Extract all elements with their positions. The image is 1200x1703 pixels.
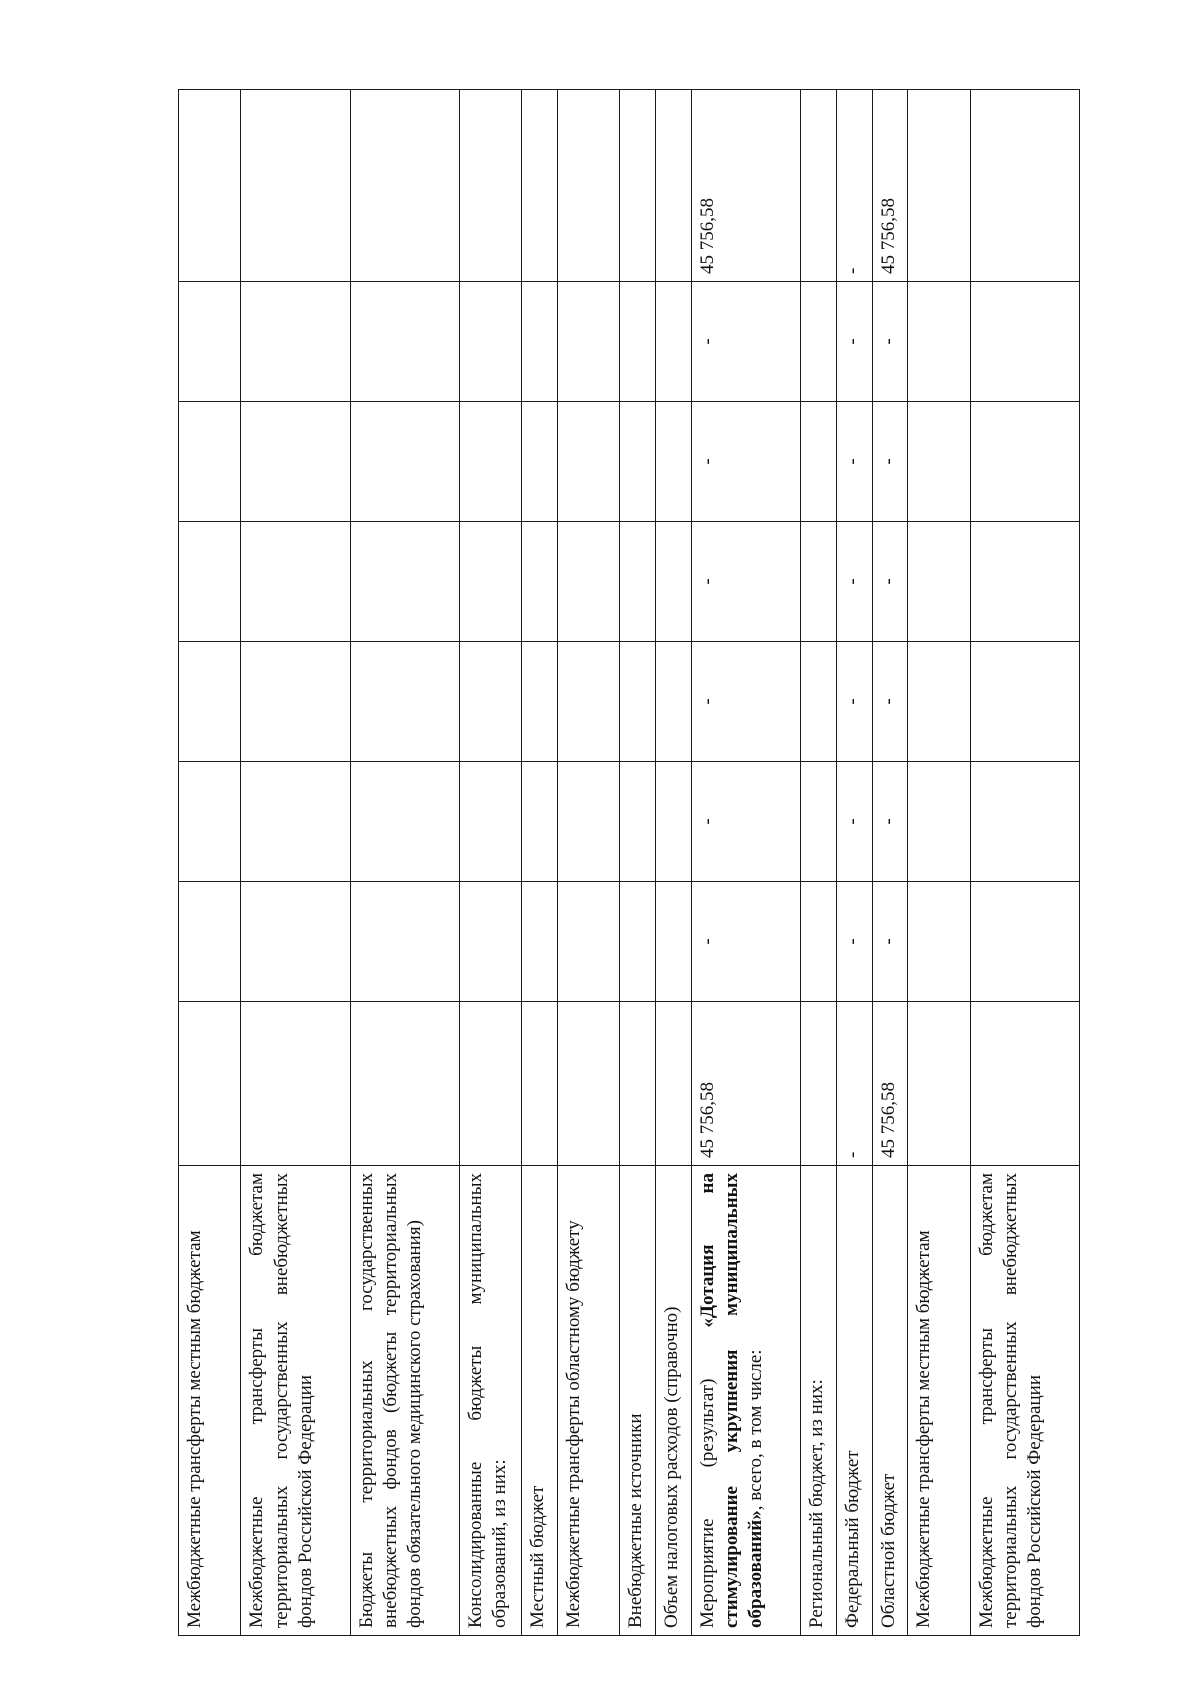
value-cell [558, 882, 620, 1002]
table-row [872, 90, 908, 1636]
table-body [179, 90, 1080, 1636]
value-cell [350, 282, 459, 402]
value-cell [522, 282, 558, 402]
value-cell: - [691, 642, 800, 762]
table-row [179, 90, 241, 1636]
value-cell [655, 882, 691, 1002]
value-cell [908, 882, 970, 1002]
value-cell [558, 762, 620, 882]
value-cell [350, 882, 459, 1002]
value-cell [350, 90, 459, 282]
row-label: Консолидированные бюджеты муниципальных образований, из них: [460, 1166, 522, 1636]
table-row [522, 90, 558, 1636]
value-cell: - [836, 522, 872, 642]
value-cell [179, 642, 241, 762]
value-cell [241, 882, 350, 1002]
value-cell [801, 882, 837, 1002]
row-label-bold: «Дотация на стимулирование укрупнения муниципальных образований» [696, 1173, 767, 1628]
value-cell [179, 282, 241, 402]
value-cell [620, 642, 656, 762]
value-cell [460, 90, 522, 282]
value-cell [655, 1002, 691, 1166]
value-cell [241, 402, 350, 522]
value-cell [241, 762, 350, 882]
value-cell [558, 642, 620, 762]
value-cell [801, 642, 837, 762]
row-label: Объем налоговых расходов (справочно) [655, 1166, 691, 1636]
value-cell [179, 522, 241, 642]
value-cell: - [836, 282, 872, 402]
value-cell: 45 756,58 [691, 90, 800, 282]
value-cell [908, 642, 970, 762]
value-cell: - [872, 762, 908, 882]
value-cell: - [872, 402, 908, 522]
value-cell [522, 90, 558, 282]
value-cell [460, 762, 522, 882]
value-cell [620, 402, 656, 522]
value-cell [241, 282, 350, 402]
value-cell [241, 90, 350, 282]
table-row [908, 90, 970, 1636]
row-label: Межбюджетные трансферты местным бюджетам [179, 1166, 241, 1636]
value-cell: - [872, 282, 908, 402]
value-cell [350, 402, 459, 522]
value-cell [522, 402, 558, 522]
row-label: Федеральный бюджет [836, 1166, 872, 1636]
value-cell [179, 402, 241, 522]
table-row [970, 90, 1079, 1636]
table-row [620, 90, 656, 1636]
value-cell [558, 282, 620, 402]
value-cell [179, 1002, 241, 1166]
value-cell [655, 762, 691, 882]
value-cell [801, 402, 837, 522]
rotated-table-container [178, 90, 1080, 1636]
value-cell [908, 90, 970, 282]
table-row [241, 90, 350, 1636]
value-cell: - [872, 642, 908, 762]
row-label: Межбюджетные трансферты областному бюджету [558, 1166, 620, 1636]
value-cell [970, 762, 1079, 882]
row-label: Бюджеты территориальных государственных внебюджетных фондов (бюджеты территориальных фондов обязательного медицинского страхования) [350, 1166, 459, 1636]
value-cell: - [691, 762, 800, 882]
value-cell [558, 90, 620, 282]
value-cell [970, 882, 1079, 1002]
value-cell [655, 642, 691, 762]
value-cell [522, 642, 558, 762]
value-cell [970, 402, 1079, 522]
value-cell [558, 1002, 620, 1166]
value-cell [241, 1002, 350, 1166]
value-cell [350, 642, 459, 762]
value-cell [655, 522, 691, 642]
value-cell [908, 1002, 970, 1166]
value-cell: 45 756,58 [872, 90, 908, 282]
value-cell: - [836, 90, 872, 282]
value-cell [460, 402, 522, 522]
value-cell [522, 882, 558, 1002]
value-cell [970, 90, 1079, 282]
table-row [558, 90, 620, 1636]
row-label: Региональный бюджет, из них: [801, 1166, 837, 1636]
value-cell [179, 90, 241, 282]
value-cell [522, 522, 558, 642]
value-cell [558, 522, 620, 642]
value-cell: - [691, 282, 800, 402]
value-cell [655, 90, 691, 282]
value-cell [620, 282, 656, 402]
value-cell: 45 756,58 [872, 1002, 908, 1166]
value-cell [908, 402, 970, 522]
row-label: Внебюджетные источники [620, 1166, 656, 1636]
value-cell [522, 1002, 558, 1166]
value-cell: - [872, 882, 908, 1002]
value-cell [460, 882, 522, 1002]
value-cell [179, 762, 241, 882]
row-label [691, 1166, 800, 1636]
value-cell [460, 1002, 522, 1166]
value-cell [620, 762, 656, 882]
value-cell: - [872, 522, 908, 642]
value-cell [241, 642, 350, 762]
value-cell [350, 522, 459, 642]
value-cell [522, 762, 558, 882]
table-row [655, 90, 691, 1636]
value-cell [620, 1002, 656, 1166]
value-cell [801, 282, 837, 402]
value-cell [620, 522, 656, 642]
row-label: Межбюджетные трансферты местным бюджетам [908, 1166, 970, 1636]
value-cell [801, 522, 837, 642]
value-cell [241, 522, 350, 642]
value-cell: - [691, 402, 800, 522]
value-cell: - [836, 1002, 872, 1166]
value-cell [970, 1002, 1079, 1166]
value-cell: 45 756,58 [691, 1002, 800, 1166]
value-cell [558, 402, 620, 522]
value-cell [620, 882, 656, 1002]
table-row [460, 90, 522, 1636]
value-cell [801, 762, 837, 882]
value-cell: - [836, 642, 872, 762]
value-cell [460, 522, 522, 642]
value-cell [350, 762, 459, 882]
row-label-suffix: , всего, в том числе: [745, 1349, 767, 1511]
value-cell: - [691, 522, 800, 642]
value-cell [970, 642, 1079, 762]
value-cell [620, 90, 656, 282]
row-label: Местный бюджет [522, 1166, 558, 1636]
table-row [836, 90, 872, 1636]
row-label: Межбюджетные трансферты бюджетам территориальных государственных внебюджетных фондов Российской Федерации [241, 1166, 350, 1636]
value-cell: - [691, 882, 800, 1002]
value-cell [179, 882, 241, 1002]
value-cell: - [836, 882, 872, 1002]
value-cell [970, 282, 1079, 402]
value-cell [350, 1002, 459, 1166]
row-label: Областной бюджет [872, 1166, 908, 1636]
budget-table [178, 89, 1080, 1636]
value-cell [460, 282, 522, 402]
value-cell [801, 1002, 837, 1166]
value-cell [655, 282, 691, 402]
value-cell [908, 282, 970, 402]
value-cell [970, 522, 1079, 642]
value-cell [908, 762, 970, 882]
row-label: Межбюджетные трансферты бюджетам территориальных государственных внебюджетных фондов Российской Федерации [970, 1166, 1079, 1636]
value-cell [655, 402, 691, 522]
value-cell: - [836, 402, 872, 522]
table-row [350, 90, 459, 1636]
table-row [691, 90, 800, 1636]
value-cell [908, 522, 970, 642]
table-row [801, 90, 837, 1636]
value-cell [801, 90, 837, 282]
row-label-prefix: Мероприятие (результат) [696, 1327, 718, 1628]
value-cell: - [836, 762, 872, 882]
value-cell [460, 642, 522, 762]
